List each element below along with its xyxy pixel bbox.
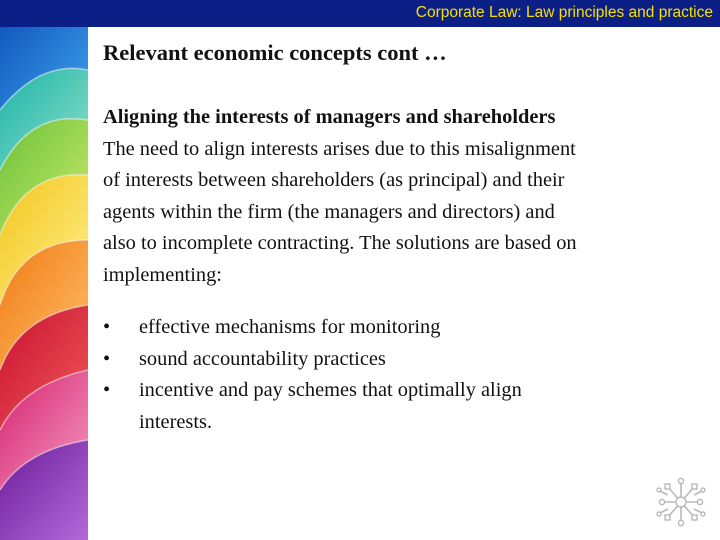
body-line: The need to align interests arises due to this misalignment — [103, 137, 576, 160]
bullet-list — [103, 312, 711, 438]
body-line: agents within the firm (the managers and directors) and — [103, 200, 555, 223]
paper-fan-graphic — [0, 0, 88, 540]
bullet-marker: • — [103, 347, 111, 370]
slide-title: Relevant economic concepts cont … — [103, 40, 447, 65]
bullet-marker: • — [103, 379, 111, 401]
body-line: implementing: — [103, 263, 222, 286]
bullet-item — [103, 344, 711, 376]
section-heading: Aligning the interests of managers and shareholders — [103, 106, 556, 128]
bullet-marker: • — [103, 316, 111, 338]
bullet-text: sound accountability practices — [139, 347, 386, 370]
network-node-icon — [656, 475, 706, 529]
bullet-text: effective mechanisms for monitoring — [139, 316, 441, 338]
paper-fan-decoration — [0, 0, 88, 540]
body-line: also to incomplete contracting. The solutions are based on — [103, 232, 577, 254]
bullet-item — [103, 375, 711, 438]
slide-body — [103, 102, 711, 438]
course-title: Corporate Law: Law principles and practice — [415, 4, 713, 21]
bullet-item — [103, 312, 711, 344]
bullet-text: incentive and pay schemes that optimally align — [139, 379, 522, 401]
header-bar — [0, 0, 720, 27]
bullet-text-continuation: interests. — [139, 410, 213, 433]
body-line: of interests between shareholders (as principal) and their — [103, 169, 565, 191]
body-paragraph — [103, 134, 711, 292]
